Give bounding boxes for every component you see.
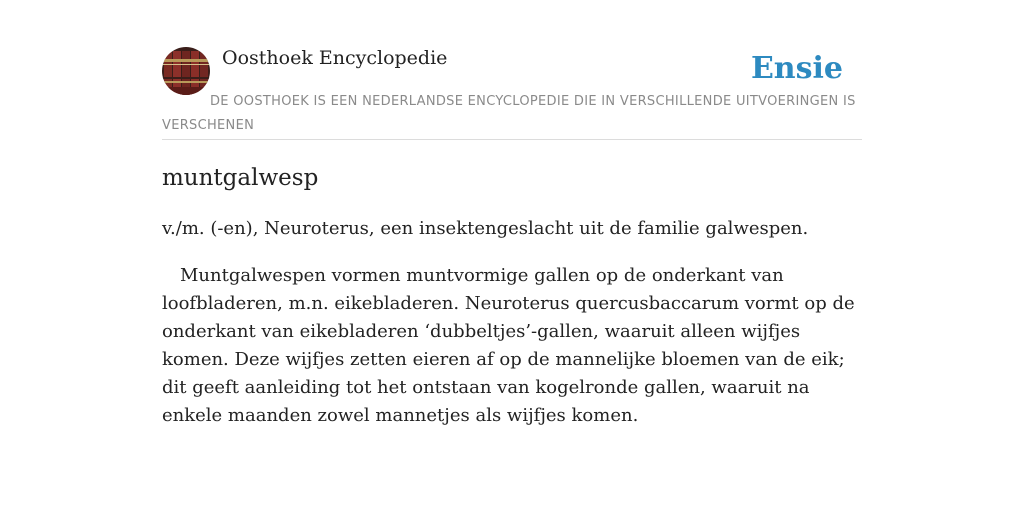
- brand-logo-link[interactable]: Ensie: [750, 51, 843, 86]
- avatar[interactable]: [162, 47, 210, 95]
- site-title[interactable]: Oosthoek Encyclopedie: [222, 47, 448, 69]
- site-header: [162, 46, 862, 140]
- site-tagline: DE OOSTHOEK IS EEN NEDERLANDSE ENCYCLOPEDIE DIE IN VERSCHILLENDE UITVOERINGEN IS VERSCHENEN: [162, 94, 856, 133]
- article-title: muntgalwesp: [162, 165, 319, 191]
- article: [162, 162, 862, 430]
- article-definition: v./m. (-en), Neuroterus, een insektengeslacht uit de familie galwespen.: [162, 218, 809, 239]
- book-spines-icon: [162, 47, 210, 95]
- article-body: Muntgalwespen vormen muntvormige gallen op de onderkant van loofbladeren, m.n. eikebladeren. Neuroterus quercusbaccarum vormt op de onderkant van eikebladeren ‘dubbeltjes’-gallen, waaruit alleen wijfjes komen. Deze wijfjes zetten eieren af op de mannelijke bloemen van de eik; dit geeft aanleiding tot het ontstaan van kogelronde gallen, waaruit na enkele maanden zowel mannetjes als wijfjes komen.: [162, 265, 855, 426]
